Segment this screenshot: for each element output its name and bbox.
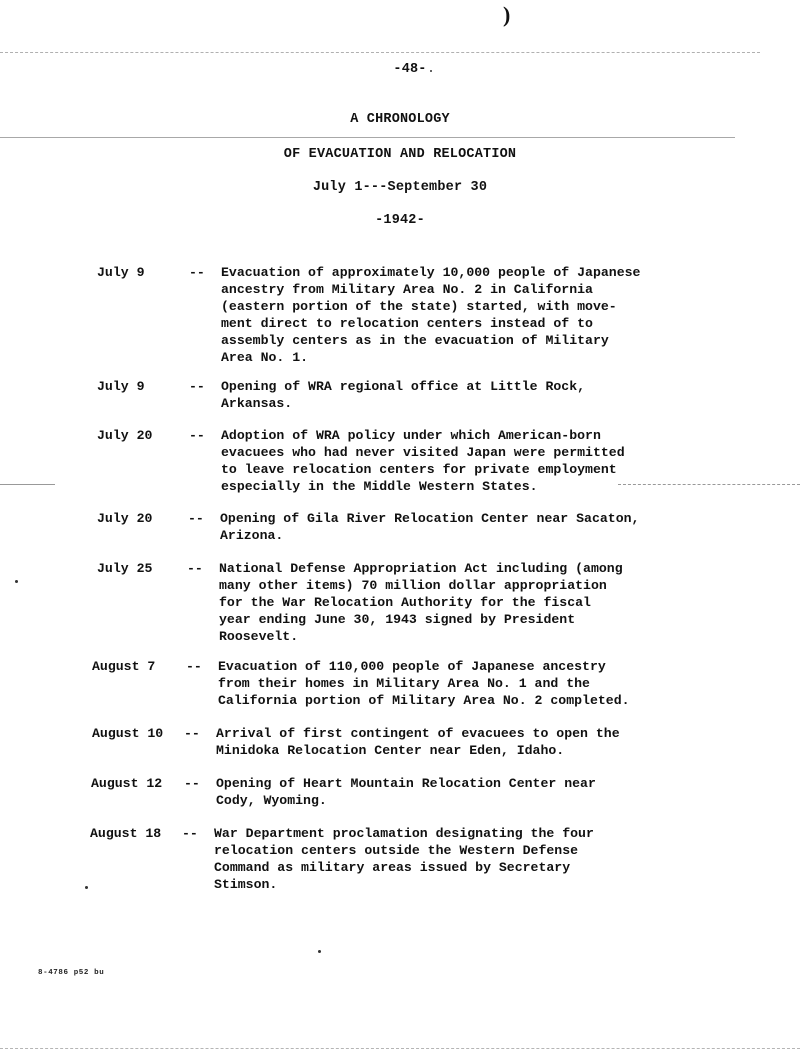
entry-date: August 10 [92, 726, 164, 741]
entry-dash: -- [182, 826, 198, 841]
entry-text: Opening of Heart Mountain Relocation Center near Cody, Wyoming. [216, 776, 596, 808]
entry-dash: -- [184, 726, 200, 741]
title-line-2: OF EVACUATION AND RELOCATION [283, 147, 517, 162]
entry-text: War Department proclamation designating the four relocation centers outside the Western Defense Command as military areas issued by Secretary Stimson. [214, 826, 594, 892]
entry-date: July 20 [97, 511, 153, 526]
entry-text: Opening of WRA regional office at Little Rock, Arkansas. [221, 379, 586, 411]
page-number: -48- [393, 62, 427, 77]
entry-text: Arrival of first contingent of evacuees to open the Minidoka Relocation Center near Eden, Idaho. [216, 726, 620, 758]
entry-date: July 9 [97, 379, 145, 394]
entry-dash: -- [188, 511, 204, 526]
entry-date: August 12 [91, 776, 163, 791]
title-line-1: A CHRONOLOGY [350, 112, 450, 127]
entry-dash: -- [189, 428, 205, 443]
speck [318, 950, 321, 953]
scan-rule-top [0, 52, 760, 53]
scan-rule-middle-left [0, 484, 55, 485]
entry-dash: -- [187, 561, 203, 576]
entry-dash: -- [189, 265, 205, 280]
entry-text: Opening of Gila River Relocation Center near Sacaton, Arizona. [220, 511, 640, 543]
scan-rule-title [0, 137, 735, 138]
entry-dash: -- [186, 659, 202, 674]
entry-text: National Defense Appropriation Act including (among many other items) 70 million dollar appropriation for the War Relocation Authority for the fiscal year ending June 30, 1943 signed by President Roosevelt. [219, 561, 623, 644]
scan-rule-bottom [0, 1048, 800, 1049]
entry-dash: -- [184, 776, 200, 791]
scan-mark: ) [503, 2, 511, 27]
entry-date: July 20 [97, 428, 153, 443]
entry-date: July 25 [97, 561, 153, 576]
entry-date: August 18 [90, 826, 162, 841]
entry-dash: -- [189, 379, 205, 394]
year-heading: -1942- [375, 213, 425, 228]
date-range: July 1---September 30 [312, 180, 488, 195]
footer-code: 8-4786 p52 bu [38, 969, 105, 977]
speck [85, 886, 88, 889]
entry-date: July 9 [97, 265, 145, 280]
speck [15, 580, 18, 583]
entry-date: August 7 [92, 659, 156, 674]
entry-text: Evacuation of 110,000 people of Japanese ancestry from their homes in Military Area No. 1 and the California portion of Military Area No. 2 completed. [218, 659, 630, 708]
entry-text: Adoption of WRA policy under which American-born evacuees who had never visited Japan were permitted to leave relocation centers for private employment especially in the Middle Western States. [221, 428, 625, 494]
entry-text: Evacuation of approximately 10,000 people of Japanese ancestry from Military Area No. 2 in California (eastern portion of the state) started, with move- ment direct to relocation centers instead of to assembly centers as in the evacuation of Military Area No. 1. [221, 265, 641, 365]
